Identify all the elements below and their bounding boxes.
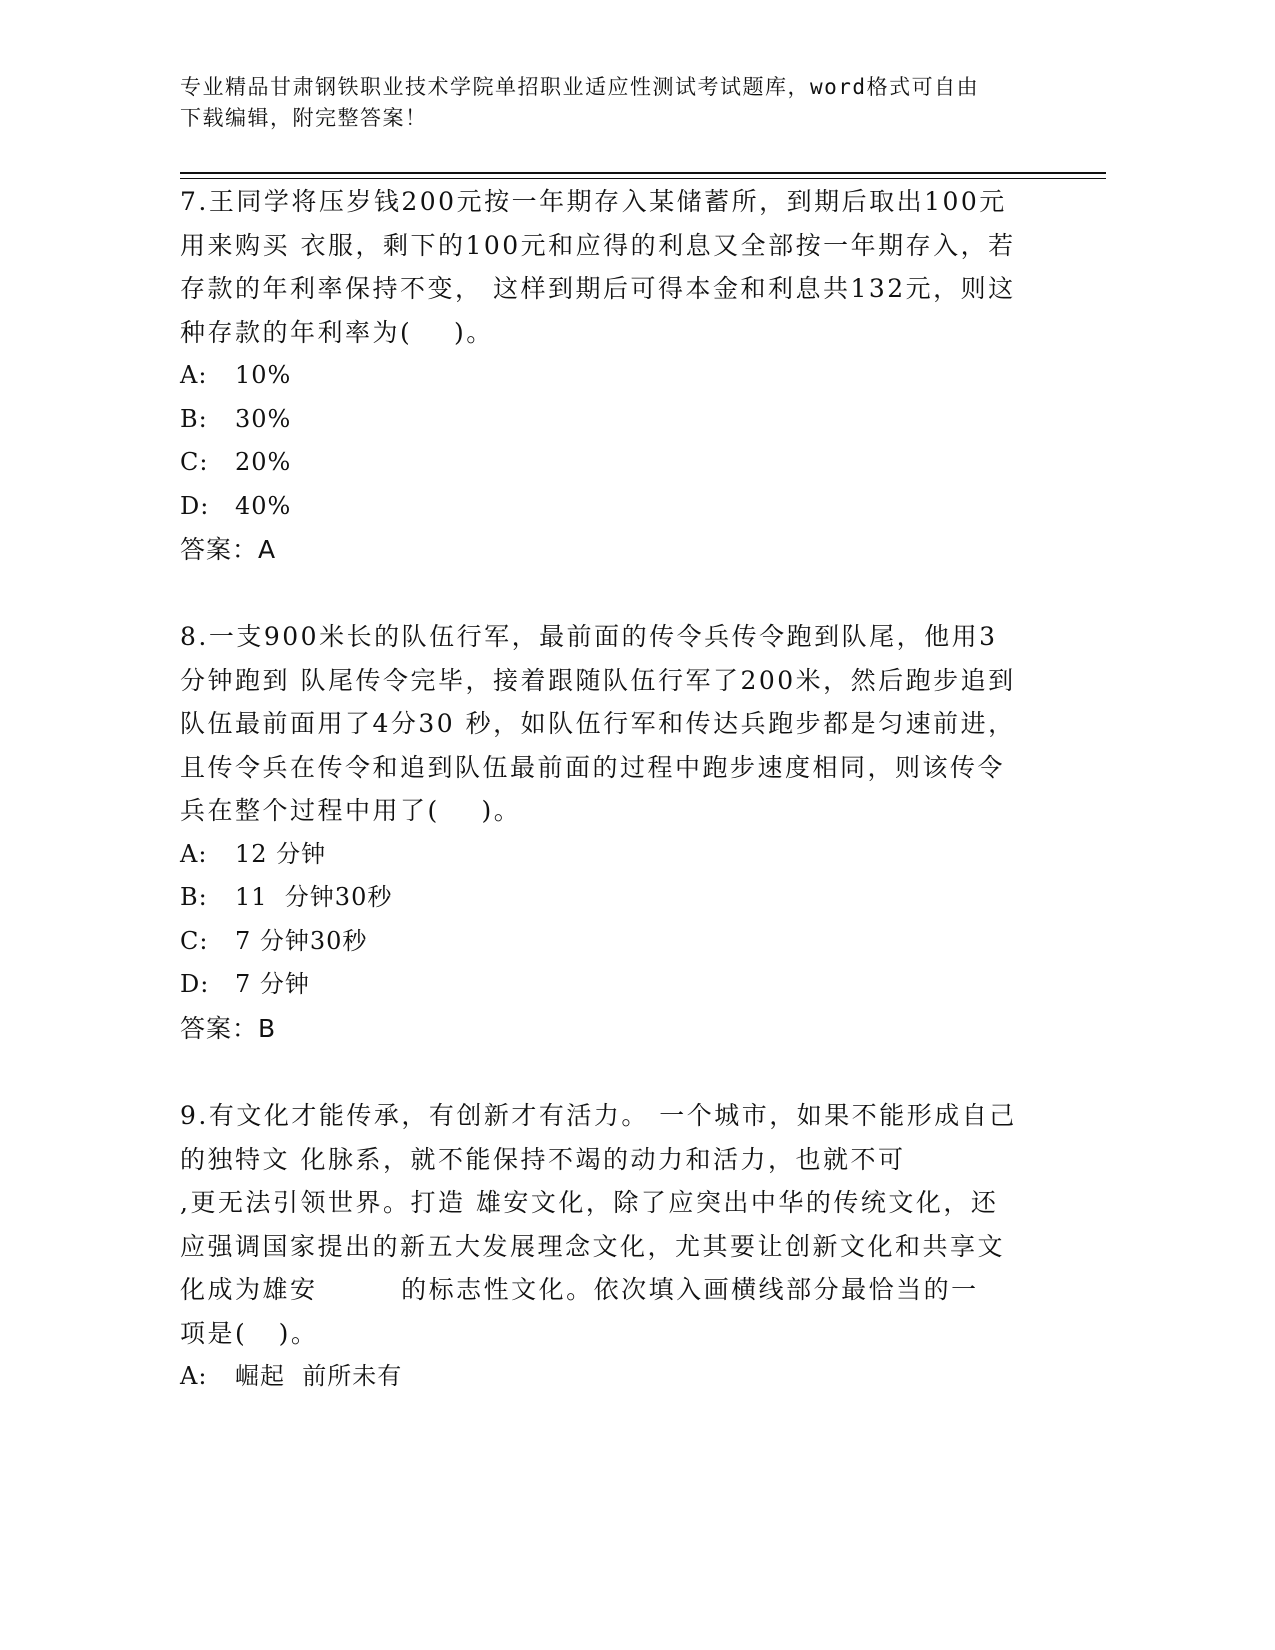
option-key: B: xyxy=(180,404,208,433)
option-text: 20% xyxy=(235,448,292,476)
question-stem-line: 8.一支900米长的队伍行军，最前面的传令兵传令跑到队尾，他用3 xyxy=(180,622,998,651)
option-text: 10% xyxy=(235,361,292,389)
question-stem-line: 且传令兵在传令和追到队伍最前面的过程中跑步速度相同，则该传令 xyxy=(180,752,1006,782)
header-line-1: 专业精品甘肃钢铁职业技术学院单招职业适应性测试考试题库，word格式可自由 xyxy=(180,75,980,99)
option-a xyxy=(180,1355,1040,1399)
question-stem-line: 队伍最前面用了4分30 秒，如队伍行军和传达兵跑步都是匀速前进， xyxy=(180,709,1016,738)
header-line-2: 下载编辑，附完整答案！ xyxy=(180,106,428,130)
option-key: A: xyxy=(180,361,208,389)
option-c xyxy=(180,920,1040,964)
option-key: A: xyxy=(180,839,208,868)
option-text: 7 分钟 xyxy=(235,970,310,998)
option-c xyxy=(180,441,1040,485)
question-stem-line: 化成为雄安 的标志性文化。依次填入画横线部分最恰当的一 xyxy=(180,1275,979,1304)
question-8 xyxy=(180,615,1040,1050)
question-stem-line: 存款的年利率保持不变， 这样到期后可得本金和利息共132元，则这 xyxy=(180,274,1016,303)
option-text: 崛起 前所未有 xyxy=(235,1362,403,1390)
option-text: 40% xyxy=(235,491,292,520)
option-key: B: xyxy=(180,883,208,911)
question-stem-line: 项是( )。 xyxy=(180,1318,319,1348)
header-rule-thin xyxy=(180,178,1106,179)
question-stem-line: 应强调国家提出的新五大发展理念文化，尤其要让创新文化和共享文 xyxy=(180,1231,1006,1261)
option-key: A: xyxy=(180,1362,208,1390)
option-key: D: xyxy=(180,491,210,520)
option-text: 7 分钟30秒 xyxy=(235,926,368,955)
question-9 xyxy=(180,1094,1040,1399)
option-a xyxy=(180,354,1040,398)
question-stem-line: ,更无法引领世界。打造 雄安文化，除了应突出中华的传统文化，还 xyxy=(180,1188,999,1217)
document-header xyxy=(180,72,1080,134)
question-stem-line: 7.王同学将压岁钱200元按一年期存入某储蓄所，到期后取出100元 xyxy=(180,187,1007,216)
answer: 答案：A xyxy=(180,535,277,564)
question-stem-line: 兵在整个过程中用了( )。 xyxy=(180,796,522,825)
option-key: C: xyxy=(180,926,209,955)
option-b xyxy=(180,398,1040,442)
option-d xyxy=(180,963,1040,1007)
option-b xyxy=(180,876,1040,920)
option-key: C: xyxy=(180,448,209,476)
option-d xyxy=(180,485,1040,529)
question-stem-line: 用来购买 衣服，剩下的100元和应得的利息又全部按一年期存入，若 xyxy=(180,230,1016,260)
answer: 答案：B xyxy=(180,1013,277,1043)
header-rule-thick xyxy=(180,172,1106,174)
option-text: 30% xyxy=(235,404,292,433)
question-stem-line: 9.有文化才能传承，有创新才有活力。 一个城市，如果不能形成自己 xyxy=(180,1101,1017,1130)
option-a xyxy=(180,833,1040,877)
option-text: 11 分钟30秒 xyxy=(235,883,393,911)
option-key: D: xyxy=(180,970,210,998)
question-stem-line: 种存款的年利率为( )。 xyxy=(180,317,494,347)
question-7 xyxy=(180,180,1040,572)
option-text: 12 分钟 xyxy=(235,839,327,868)
question-stem-line: 分钟跑到 队尾传令完毕，接着跟随队伍行军了200米，然后跑步追到 xyxy=(180,665,1016,695)
question-stem-line: 的独特文 化脉系，就不能保持不竭的动力和活力，也就不可 xyxy=(180,1144,906,1174)
